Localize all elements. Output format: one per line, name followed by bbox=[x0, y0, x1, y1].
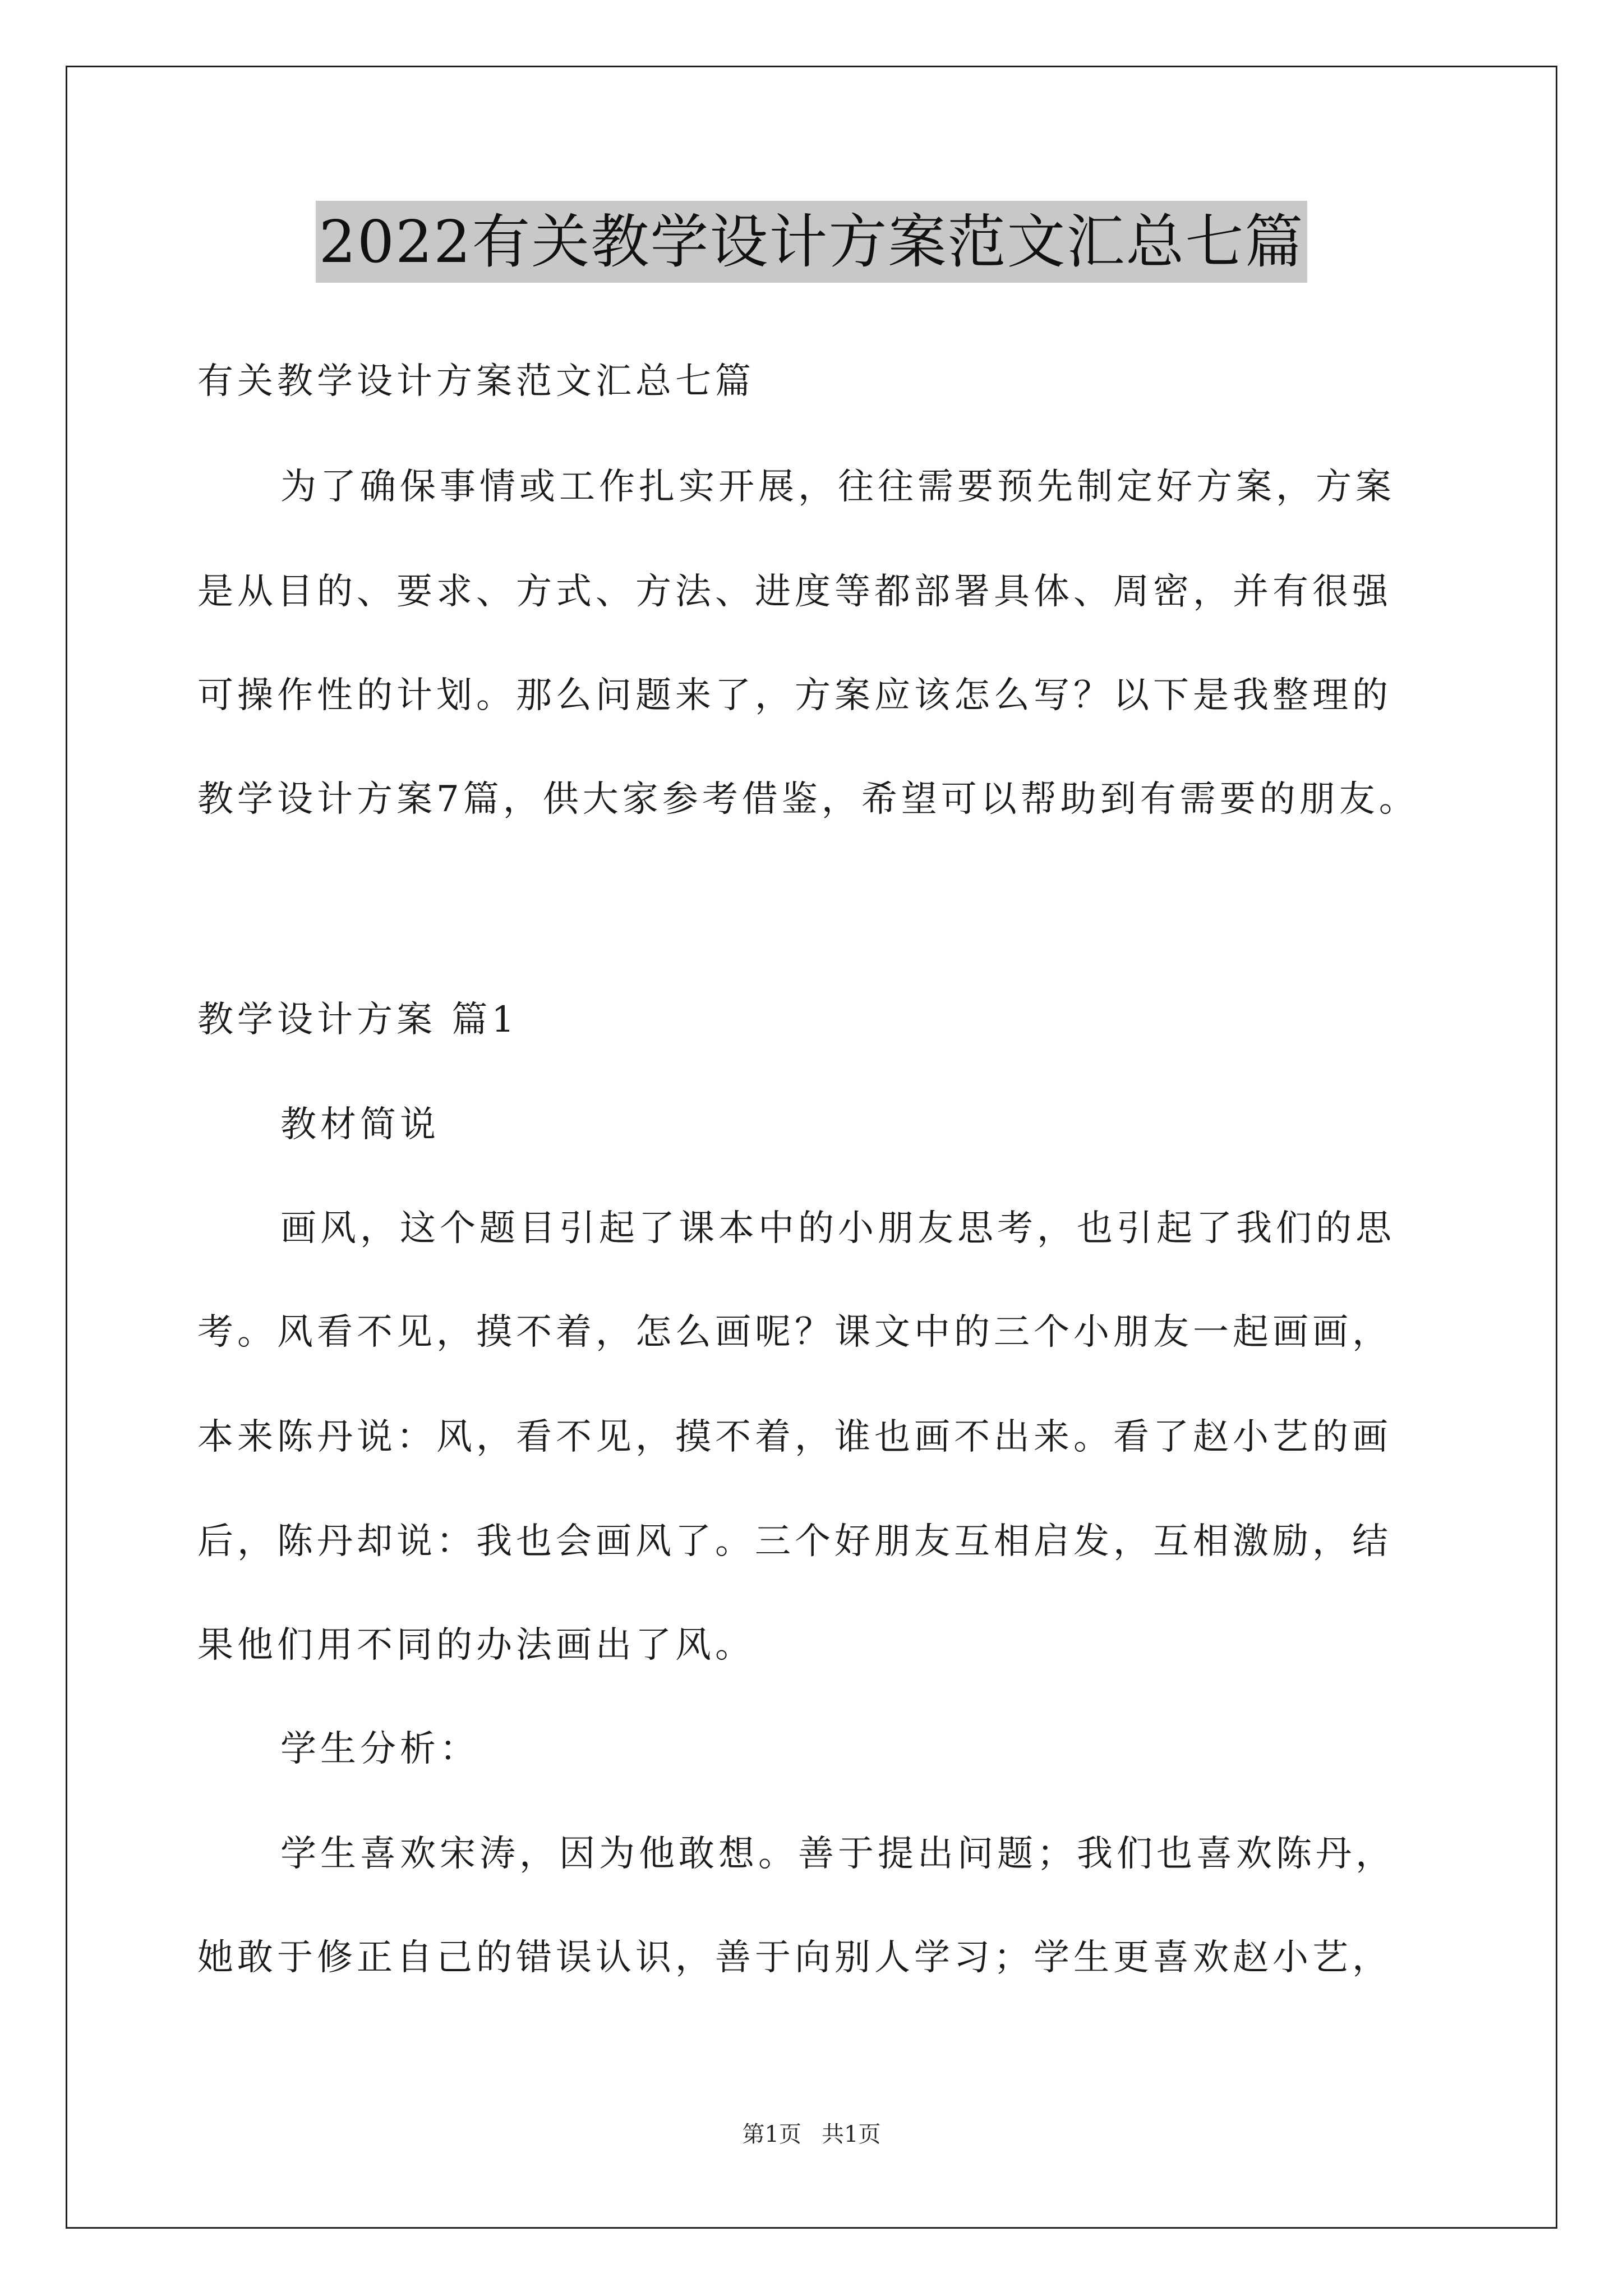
intro-line-2: 是从目的、要求、方式、方法、进度等都部署具体、周密，并有很强 bbox=[197, 571, 1392, 613]
document-title: 2022有关教学设计方案范文汇总七篇 bbox=[316, 201, 1308, 283]
intro-line-1: 为了确保事情或工作扎实开展，往往需要预先制定好方案，方案 bbox=[280, 466, 1395, 508]
section-heading: 教学设计方案 篇1 bbox=[197, 999, 519, 1041]
student-heading: 学生分析： bbox=[280, 1728, 479, 1770]
material-line-5: 果他们用不同的办法画出了风。 bbox=[197, 1625, 755, 1666]
page-current: 第1页 bbox=[742, 2122, 801, 2147]
material-line-2: 考。风看不见，摸不着，怎么画呢？课文中的三个小朋友一起画画， bbox=[197, 1312, 1392, 1353]
intro-line-3: 可操作性的计划。那么问题来了，方案应该怎么写？以下是我整理的 bbox=[197, 675, 1392, 716]
intro-line-4: 教学设计方案7篇，供大家参考借鉴，希望可以帮助到有需要的朋友。 bbox=[197, 779, 1419, 820]
student-line-2: 她敢于修正自己的错误认识，善于向别人学习；学生更喜欢赵小艺， bbox=[197, 1937, 1392, 1978]
page-footer bbox=[0, 2120, 1623, 2148]
material-line-1: 画风，这个题目引起了课本中的小朋友思考，也引起了我们的思 bbox=[280, 1208, 1395, 1249]
student-line-1: 学生喜欢宋涛，因为他敢想。善于提出问题；我们也喜欢陈丹， bbox=[280, 1833, 1395, 1875]
title-container bbox=[0, 201, 1623, 283]
material-heading: 教材简说 bbox=[280, 1104, 440, 1145]
page-total: 共1页 bbox=[822, 2122, 881, 2147]
material-line-4: 后，陈丹却说：我也会画风了。三个好朋友互相启发，互相激励，结 bbox=[197, 1521, 1392, 1562]
material-line-3: 本来陈丹说：风，看不见，摸不着，谁也画不出来。看了赵小艺的画 bbox=[197, 1416, 1392, 1458]
document-subtitle: 有关教学设计方案范文汇总七篇 bbox=[197, 361, 755, 402]
